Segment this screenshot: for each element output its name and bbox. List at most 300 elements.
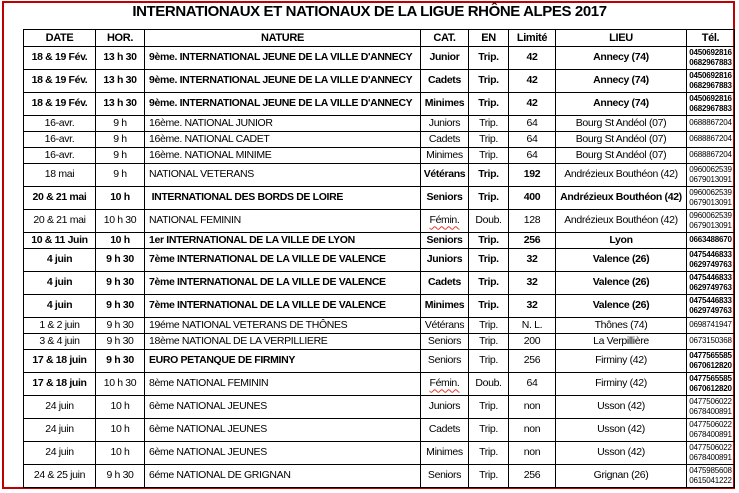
cell-date [24, 47, 96, 70]
cell-en [469, 272, 509, 295]
cell-en [469, 233, 509, 249]
cell-text: 9 h 30 [106, 253, 134, 266]
table-row [24, 295, 735, 318]
schedule-table [23, 29, 735, 488]
cell-limite [509, 132, 556, 148]
cell-cat [421, 70, 469, 93]
cell-text: 6ème NATIONAL JEUNES [149, 446, 267, 459]
cell-text: Doub. [475, 377, 502, 390]
cell-limite [509, 233, 556, 249]
cell-text: 192 [523, 168, 541, 181]
cell-en [469, 350, 509, 373]
cell-text: 256 [523, 354, 541, 367]
cell-text: 18 & 19 Fév. [31, 74, 88, 87]
cell-text: 9 h [113, 116, 127, 129]
cell-text: 20 & 21 mai [33, 214, 86, 227]
cell-text: Trip. [479, 400, 498, 413]
cell-limite [509, 373, 556, 396]
cell-en [469, 442, 509, 465]
cell-text: 32 [526, 276, 538, 289]
table-body [24, 47, 735, 488]
cell-cat [421, 465, 469, 488]
cell-text: 400 [523, 191, 541, 204]
cell-hor [96, 373, 145, 396]
cell-cat [421, 272, 469, 295]
cell-nature [145, 148, 421, 164]
cell-text: Minimes [426, 148, 463, 161]
cell-text: 200 [523, 334, 541, 347]
cell-text: Juniors [426, 253, 463, 266]
cell-limite [509, 116, 556, 132]
phone-number: 0475985608 [689, 465, 732, 475]
cell-text: non [523, 423, 541, 436]
cell-text: 32 [526, 253, 538, 266]
cell-text: Bourg St Andéol (07) [575, 116, 667, 129]
cell-lieu [556, 47, 687, 70]
cell-cat [421, 116, 469, 132]
cell-tel [687, 295, 735, 318]
column-header-en: EN [469, 30, 509, 47]
phone-number: 0688867204 [689, 150, 732, 160]
cell-text: 6ème NATIONAL JEUNES [149, 423, 267, 436]
cell-date [24, 233, 96, 249]
cell-hor [96, 210, 145, 233]
cell-limite [509, 318, 556, 334]
cell-text: 256 [523, 469, 541, 482]
cell-cat [421, 419, 469, 442]
cell-text: Trip. [478, 253, 499, 266]
cell-date [24, 70, 96, 93]
cell-text: 42 [526, 74, 538, 87]
cell-tel [687, 70, 735, 93]
cell-text: 16-avr. [44, 132, 75, 145]
phone-number: 0682967883 [689, 104, 732, 113]
cell-cat [421, 132, 469, 148]
cell-text: Doub. [475, 214, 502, 227]
column-header-lieu: LIEU [556, 30, 687, 47]
cell-hor [96, 70, 145, 93]
cell-hor [96, 419, 145, 442]
cell-text: 10 h 30 [103, 214, 137, 227]
cell-date [24, 116, 96, 132]
cell-date [24, 334, 96, 350]
table-row [24, 132, 735, 148]
cell-date [24, 350, 96, 373]
cell-text: Seniors [427, 469, 462, 482]
cell-text: 9ème. INTERNATIONAL JEUNE DE LA VILLE D'ANNECY [149, 97, 413, 110]
cell-text: 1 & 2 juin [39, 318, 80, 331]
cell-text: 20 & 21 mai [32, 191, 87, 204]
table-row [24, 442, 735, 465]
cell-hor [96, 116, 145, 132]
cell-text: 16ème. NATIONAL CADET [149, 132, 270, 145]
table-row [24, 47, 735, 70]
cell-text: Trip. [479, 469, 498, 482]
cell-text: 64 [526, 116, 538, 129]
cell-text: Andrézieux Bouthéon (42) [564, 168, 678, 181]
cell-text: Vétérans [423, 168, 466, 181]
cell-text: Trip. [478, 168, 499, 181]
cell-tel [687, 396, 735, 419]
cell-text: 13 h 30 [103, 97, 137, 110]
cell-tel [687, 210, 735, 233]
cell-text: EURO PETANQUE DE FIRMINY [149, 354, 295, 367]
cell-tel [687, 419, 735, 442]
cell-text: 24 juin [45, 446, 74, 459]
cell-text: 16ème. NATIONAL JUNIOR [149, 116, 273, 129]
cell-text: 9 h 30 [106, 318, 134, 331]
cell-limite [509, 249, 556, 272]
cell-lieu [556, 396, 687, 419]
cell-hor [96, 233, 145, 249]
table-header [24, 30, 735, 47]
cell-date [24, 164, 96, 187]
cell-tel [687, 272, 735, 295]
cell-nature [145, 47, 421, 70]
cell-text: 18 & 19 Fév. [31, 51, 88, 64]
cell-text: 18 mai [44, 168, 75, 181]
cell-nature [145, 249, 421, 272]
cell-text: Trip. [479, 423, 498, 436]
cell-lieu [556, 210, 687, 233]
cell-tel [687, 148, 735, 164]
cell-lieu [556, 93, 687, 116]
table-row [24, 210, 735, 233]
cell-tel [687, 116, 735, 132]
cell-en [469, 334, 509, 350]
cell-cat [421, 210, 469, 233]
cell-hor [96, 187, 145, 210]
cell-nature [145, 396, 421, 419]
phone-number: 0688867204 [689, 134, 732, 144]
phone-number: 0670612820 [689, 384, 732, 393]
cell-hor [96, 350, 145, 373]
cell-tel [687, 373, 735, 396]
cell-lieu [556, 334, 687, 350]
cell-text: NATIONAL VETERANS [149, 168, 254, 181]
cell-text: Trip. [479, 132, 498, 145]
cell-text: Bourg St Andéol (07) [575, 148, 667, 161]
cell-text: Seniors [426, 233, 463, 246]
table-row [24, 148, 735, 164]
cell-text: Cadets [428, 74, 461, 87]
column-header-cat: CAT. [421, 30, 469, 47]
table-row [24, 318, 735, 334]
cell-nature [145, 233, 421, 249]
cell-text: Grignan (26) [593, 469, 649, 482]
cell-lieu [556, 318, 687, 334]
cell-nature [145, 295, 421, 318]
cell-text: 32 [526, 299, 538, 312]
cell-hor [96, 295, 145, 318]
cell-nature [145, 419, 421, 442]
cell-text: Firminy (42) [595, 354, 647, 367]
cell-cat [421, 334, 469, 350]
cell-text: NATIONAL FEMININ [149, 214, 241, 227]
cell-text: Trip. [478, 276, 499, 289]
cell-text: non [523, 446, 541, 459]
cell-nature [145, 70, 421, 93]
cell-text: non [523, 400, 541, 413]
cell-text: 24 & 25 juin [33, 469, 86, 482]
cell-en [469, 465, 509, 488]
cell-lieu [556, 465, 687, 488]
cell-text: 256 [523, 233, 541, 246]
cell-text: 9 h [113, 148, 127, 161]
cell-text: Annecy (74) [593, 74, 649, 87]
cell-text: Usson (42) [597, 423, 645, 436]
cell-limite [509, 148, 556, 164]
cell-limite [509, 350, 556, 373]
column-header-nature: NATURE [145, 30, 421, 47]
cell-text: Seniors [427, 334, 462, 347]
cell-text: 13 h 30 [103, 74, 137, 87]
table-row [24, 272, 735, 295]
cell-text: 13 h 30 [103, 51, 137, 64]
cell-tel [687, 93, 735, 116]
cell-en [469, 116, 509, 132]
phone-number: 0477506022 [689, 396, 732, 406]
cell-text: Juniors [428, 116, 461, 129]
cell-date [24, 465, 96, 488]
cell-lieu [556, 164, 687, 187]
cell-text: Andrézieux Bouthéon (42) [560, 191, 682, 204]
cell-hor [96, 442, 145, 465]
cell-date [24, 187, 96, 210]
cell-text: Trip. [479, 116, 498, 129]
cell-date [24, 93, 96, 116]
cell-nature [145, 210, 421, 233]
cell-nature [145, 93, 421, 116]
cell-lieu [556, 187, 687, 210]
cell-limite [509, 210, 556, 233]
table-header-row [24, 30, 735, 47]
column-header-limite: Limité [509, 30, 556, 47]
cell-limite [509, 465, 556, 488]
cell-nature [145, 164, 421, 187]
phone-number: 0682967883 [689, 81, 732, 90]
cell-text: 1er INTERNATIONAL DE LA VILLE DE LYON [149, 233, 355, 246]
phone-number: 0679013091 [689, 198, 732, 207]
table-row [24, 116, 735, 132]
cell-text: Firminy (42) [595, 377, 647, 390]
cell-text: 64 [526, 377, 538, 390]
cell-text: 24 juin [45, 423, 74, 436]
cell-text: 10 h 30 [103, 377, 137, 390]
cell-date [24, 396, 96, 419]
cell-text: 128 [523, 214, 541, 227]
cell-tel [687, 187, 735, 210]
phone-number: 0673150368 [689, 336, 732, 346]
cell-nature [145, 318, 421, 334]
cell-text: Valence (26) [592, 299, 650, 312]
cell-text: 8ème NATIONAL FEMININ [149, 377, 269, 390]
cell-hor [96, 272, 145, 295]
table-row [24, 396, 735, 419]
phone-number: 0960062539 [689, 210, 732, 220]
cell-nature [145, 272, 421, 295]
phone-number: 0477506022 [689, 419, 732, 429]
cell-en [469, 47, 509, 70]
cell-tel [687, 318, 735, 334]
cell-tel [687, 132, 735, 148]
cell-cat [421, 93, 469, 116]
cell-date [24, 210, 96, 233]
column-header-tel: Tél. [687, 30, 735, 47]
cell-text: N. L. [521, 318, 543, 331]
cell-text: Juniors [428, 400, 461, 413]
cell-text: Bourg St Andéol (07) [575, 132, 667, 145]
cell-text: Junior [429, 51, 460, 64]
cell-hor [96, 132, 145, 148]
cell-text: 10 h [110, 233, 130, 246]
cell-lieu [556, 350, 687, 373]
cell-date [24, 272, 96, 295]
cell-text: 3 & 4 juin [39, 334, 80, 347]
cell-lieu [556, 295, 687, 318]
cell-limite [509, 93, 556, 116]
cell-text: Trip. [479, 334, 498, 347]
cell-date [24, 318, 96, 334]
cell-text: 4 juin [46, 299, 73, 312]
cell-nature [145, 334, 421, 350]
cell-text: Annecy (74) [593, 97, 649, 110]
cell-text: 9 h 30 [106, 276, 134, 289]
cell-date [24, 373, 96, 396]
cell-limite [509, 419, 556, 442]
cell-en [469, 249, 509, 272]
cell-text: Trip. [479, 446, 498, 459]
cell-lieu [556, 233, 687, 249]
cell-cat [421, 373, 469, 396]
table-row [24, 187, 735, 210]
table-row [24, 350, 735, 373]
cell-text: 16-avr. [44, 148, 75, 161]
cell-date [24, 295, 96, 318]
cell-text: La Verpillière [593, 334, 649, 347]
phone-number: 0475446833 [689, 272, 732, 282]
cell-text: 10 h [110, 446, 130, 459]
cell-text: 9 h 30 [106, 469, 134, 482]
cell-text: 10 h [110, 191, 130, 204]
phone-number: 0450692816 [689, 70, 732, 80]
phone-number: 0615041222 [689, 476, 732, 485]
cell-cat [421, 350, 469, 373]
cell-en [469, 70, 509, 93]
cell-text: 9 h 30 [106, 334, 134, 347]
cell-text: Usson (42) [597, 400, 645, 413]
cell-date [24, 132, 96, 148]
cell-text: 9 h 30 [106, 299, 134, 312]
cell-cat [421, 318, 469, 334]
cell-text: 6ème NATIONAL JEUNES [149, 400, 267, 413]
phone-number: 0679013091 [689, 221, 732, 230]
cell-text: Minimes [424, 97, 465, 110]
cell-text: 7ème INTERNATIONAL DE LA VILLE DE VALENCE [149, 276, 386, 289]
cell-hor [96, 465, 145, 488]
phone-number: 0960062539 [689, 187, 732, 197]
cell-text: Trip. [479, 318, 498, 331]
cell-text: 16-avr. [44, 116, 75, 129]
cell-date [24, 148, 96, 164]
cell-en [469, 210, 509, 233]
cell-text: 24 juin [45, 400, 74, 413]
cell-tel [687, 465, 735, 488]
cell-lieu [556, 148, 687, 164]
phone-number: 0475446833 [689, 295, 732, 305]
phone-number: 0678400891 [689, 430, 732, 439]
cell-limite [509, 396, 556, 419]
cell-text: Trip. [479, 148, 498, 161]
phone-number: 0477565585 [689, 350, 732, 360]
cell-cat [421, 233, 469, 249]
cell-lieu [556, 272, 687, 295]
cell-text: 42 [526, 51, 538, 64]
cell-text: Andrézieux Bouthéon (42) [564, 214, 678, 227]
phone-number: 0682967883 [689, 58, 732, 67]
phone-number: 0698741947 [689, 320, 732, 330]
table-row [24, 249, 735, 272]
phone-number: 0477565585 [689, 373, 732, 383]
cell-tel [687, 164, 735, 187]
cell-tel [687, 249, 735, 272]
cell-limite [509, 70, 556, 93]
cell-cat [421, 396, 469, 419]
cell-text: Minimes [424, 299, 465, 312]
table-row [24, 419, 735, 442]
cell-en [469, 419, 509, 442]
column-header-date: DATE [24, 30, 96, 47]
phone-number: 0629749763 [689, 260, 732, 269]
cell-en [469, 148, 509, 164]
cell-limite [509, 187, 556, 210]
cell-text: Valence (26) [592, 276, 650, 289]
phone-number: 0679013091 [689, 175, 732, 184]
cell-lieu [556, 442, 687, 465]
cell-tel [687, 47, 735, 70]
cell-en [469, 396, 509, 419]
cell-text: Minimes [426, 446, 463, 459]
cell-tel [687, 350, 735, 373]
cell-tel [687, 334, 735, 350]
cell-text: 10 h [110, 400, 130, 413]
cell-nature [145, 116, 421, 132]
cell-text: 7ème INTERNATIONAL DE LA VILLE DE VALENCE [149, 253, 386, 266]
cell-en [469, 295, 509, 318]
cell-limite [509, 334, 556, 350]
cell-text: 4 juin [46, 253, 73, 266]
cell-text: Cadets [428, 132, 461, 145]
cell-text: Valence (26) [592, 253, 650, 266]
cell-text: 16ème. NATIONAL MINIME [149, 148, 272, 161]
cell-cat [421, 164, 469, 187]
table-row [24, 164, 735, 187]
cell-limite [509, 442, 556, 465]
cell-nature [145, 187, 421, 210]
cell-text: 42 [526, 97, 538, 110]
cell-cat [421, 249, 469, 272]
cell-text: Cadets [428, 276, 461, 289]
phone-number: 0678400891 [689, 407, 732, 416]
cell-hor [96, 93, 145, 116]
cell-text: 19éme NATIONAL VETERANS DE THÔNES [149, 318, 348, 331]
cell-text: Trip. [478, 74, 499, 87]
page-title: INTERNATIONAUX ET NATIONAUX DE LA LIGUE RHÔNE ALPES 2017 [132, 3, 607, 20]
cell-cat [421, 148, 469, 164]
cell-nature [145, 442, 421, 465]
phone-number: 0663488670 [689, 235, 732, 245]
cell-hor [96, 148, 145, 164]
